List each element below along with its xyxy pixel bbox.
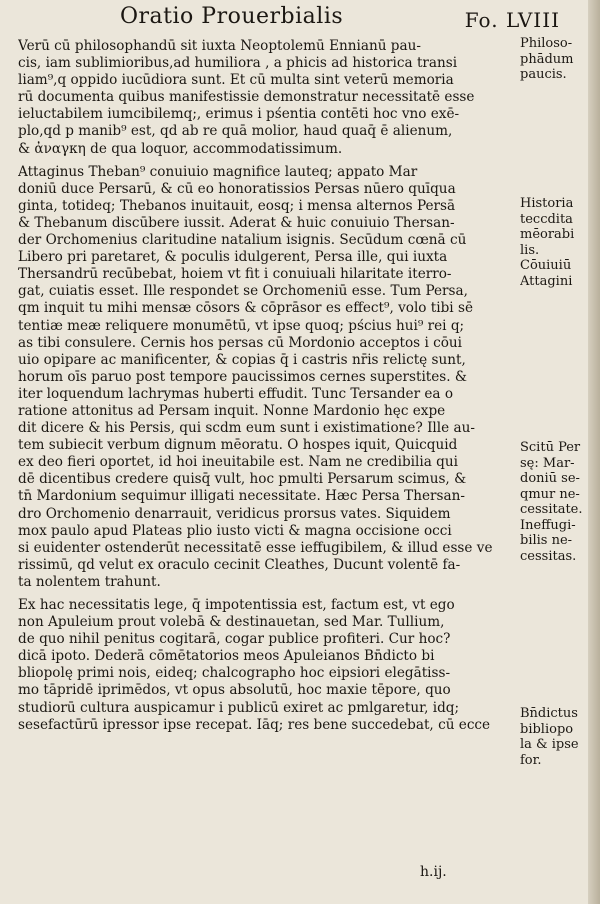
text-line: dro Orchomenio denarrauit, veridicus prorsus vates. Siquidem <box>18 505 451 522</box>
margin-note-line: bilis ne- <box>520 533 573 548</box>
text-line: gat, cuiatis esset. Ille respondet se Orchomeniū esse. Tum Persa, <box>18 283 468 300</box>
text-line: studiorū cultura auspicamur i publicū exiret ac pmlgaretur, idq; <box>18 699 460 716</box>
text-line: iter loquendum lachrymas huberti effudit. Tunc Tersander ea o <box>18 385 454 402</box>
margin-note-line: Cōuiuiū <box>520 258 572 273</box>
margin-note-line: cessitas. <box>520 548 577 564</box>
text-line: tn̄ Mardonium sequimur illigati necessitate. Hæc Persa Thersan- <box>18 488 465 505</box>
text-line: tem subiecit verbum dignum mēoratu. O hospes iquit, Quicquid <box>18 437 458 454</box>
margin-note-line: sę: Mar- <box>520 455 575 471</box>
running-title: Oratio Prouerbialis <box>120 4 344 29</box>
text-line: Verū cū philosophandū sit iuxta Neoptolemū Ennianū pau- <box>18 38 421 54</box>
margin-note-line: for. <box>520 752 542 768</box>
text-line: de quo nihil penitus cogitarā, cogar publice profiteri. Cur hoc? <box>18 631 451 648</box>
margin-note-line: cessitate. <box>520 502 583 517</box>
text-line: der Orchomenius claritudine natalium isignis. Secūdum cœnā cū <box>18 232 467 249</box>
text-line: tentiæ meæ reliquere monumētū, vt ipse quoq; pścius hui⁹ rei q; <box>18 317 465 334</box>
margin-note-line: Scitū Per <box>520 440 581 455</box>
text-line: & Thebanum discūbere iussit. Aderat & huic conuiuio Thersan- <box>18 214 455 231</box>
margin-note-necessitas <box>520 440 592 564</box>
text-line: bliopolę primi nois, eideq; chalcographo hoc eipsiori elegātiss- <box>18 665 451 682</box>
text-line: ginta, totideq; Thebanos inuitauit, eosq; i mensa alternos Persā <box>18 197 456 214</box>
margin-note-line: Historia <box>520 196 574 211</box>
page-header <box>120 4 560 34</box>
margin-note-historia <box>520 196 592 289</box>
text-line: Thersandrū recūbebat, hoiem vt fit i conuiuali hilaritate iterro- <box>18 266 452 283</box>
text-line: ta nolentem trahunt. <box>18 573 161 590</box>
text-line: horum oīs paruo post tempore paucissimos cernes superstites. & <box>18 368 468 385</box>
margin-note-line: mēorabi <box>520 227 575 242</box>
text-line: sesefactūrū ipressor ipse recepat. Iāq; res bene succedebat, cū ecce <box>18 716 491 733</box>
margin-note-line: Philoso- <box>520 36 573 51</box>
text-line: mox paulo apud Plateas plio iusto victi & magna occisione occi <box>18 522 452 539</box>
margin-note-line: doniū se- <box>520 471 580 486</box>
text-line: dicā ipoto. Dederā cōmētatorios meos Apuleianos Bn̄dicto bi <box>18 648 435 665</box>
main-text-block <box>18 38 516 734</box>
margin-note-line: la & ipse <box>520 737 579 752</box>
text-line: dē dicentibus credere quisq̄ vult, hoc pmulti Persarum scimus, & <box>18 471 467 488</box>
text-line: doniū duce Persarū, & cū eo honoratissios Persas nūero quīqua <box>18 180 456 197</box>
text-line: si euidenter ostenderūt necessitatē esse ieffugibilem, & illud esse ve <box>18 539 493 556</box>
text-line: Ex hac necessitatis lege, q̄ impotentissia est, factum est, vt ego <box>18 597 455 613</box>
text-line: liam⁹,q oppido iucūdiora sunt. Et cū multa sint veterū memoria <box>18 72 454 89</box>
margin-note-line: Attagini <box>520 273 573 289</box>
text-line: dit dicere & his Persis, qui scdm eum sunt i existimatione? Ille au- <box>18 420 475 437</box>
text-line: cis, iam sublimioribus,ad humiliora , a phicis ad historica transi <box>18 55 458 72</box>
margin-note-line: Ineffugi- <box>520 517 576 533</box>
margin-note-line: teccdita <box>520 211 573 227</box>
margin-note-bibliopola <box>520 706 592 768</box>
margin-note-philosophandum <box>520 36 592 83</box>
margin-note-line: paucis. <box>520 67 567 82</box>
text-line: ex deo fieri oportet, id hoi ineuitabile est. Nam ne credibilia qui <box>18 454 458 471</box>
text-line: rissimū, qd velut ex oraculo cecinit Cleathes, Ducunt volentē fa- <box>18 556 461 573</box>
text-line: ieluctabilem iumcibilemq;, erimus i pśentia contēti hoc vno exē- <box>18 106 460 123</box>
margin-note-line: Bn̄dictus <box>520 706 578 721</box>
text-line: qm inquit tu mihi mensæ cōsors & cōprāsor es effect⁹, volo tibi sē <box>18 300 473 317</box>
margin-note-line: qmur ne- <box>520 486 580 502</box>
signature-mark: h.ij. <box>420 864 447 880</box>
text-line: non Apuleium prout volebā & destinauetan, sed Mar. Tullium, <box>18 614 445 631</box>
text-line: & ἀναγκη de qua loquor, accommodatissimum. <box>18 140 343 157</box>
text-line: as tibi consulere. Cernis hos persas cū Mordonio acceptos i cōui <box>18 334 463 351</box>
text-line: Attaginus Theban⁹ conuiuio magnifice lauteq; appato Mar <box>18 163 418 180</box>
text-line: mo tāpridē iprimēdos, vt opus absolutū, hoc maxie tēpore, quo <box>18 682 451 699</box>
text-line: plo,qd p manib⁹ est, qd ab re quā molior, haud quaq̄ ē alienum, <box>18 123 453 140</box>
text-line: ratione attonitus ad Persam inquit. Nonne Mardonio hęc expe <box>18 402 446 419</box>
margin-note-line: lis. <box>520 242 540 258</box>
margin-note-line: phādum <box>520 51 574 67</box>
text-line: rū documenta quibus manifestissie demonstratur necessitatē esse <box>18 89 475 106</box>
folio-number: Fo. LVIII <box>464 8 560 32</box>
text-line: uio opipare ac manificenter, & copias q̄ i castris nr̄is relictę sunt, <box>18 351 466 368</box>
text-line: Libero pri paretaret, & poculis idulgerent, Persa ille, qui iuxta <box>18 249 448 266</box>
margin-note-line: bibliopo <box>520 721 574 737</box>
